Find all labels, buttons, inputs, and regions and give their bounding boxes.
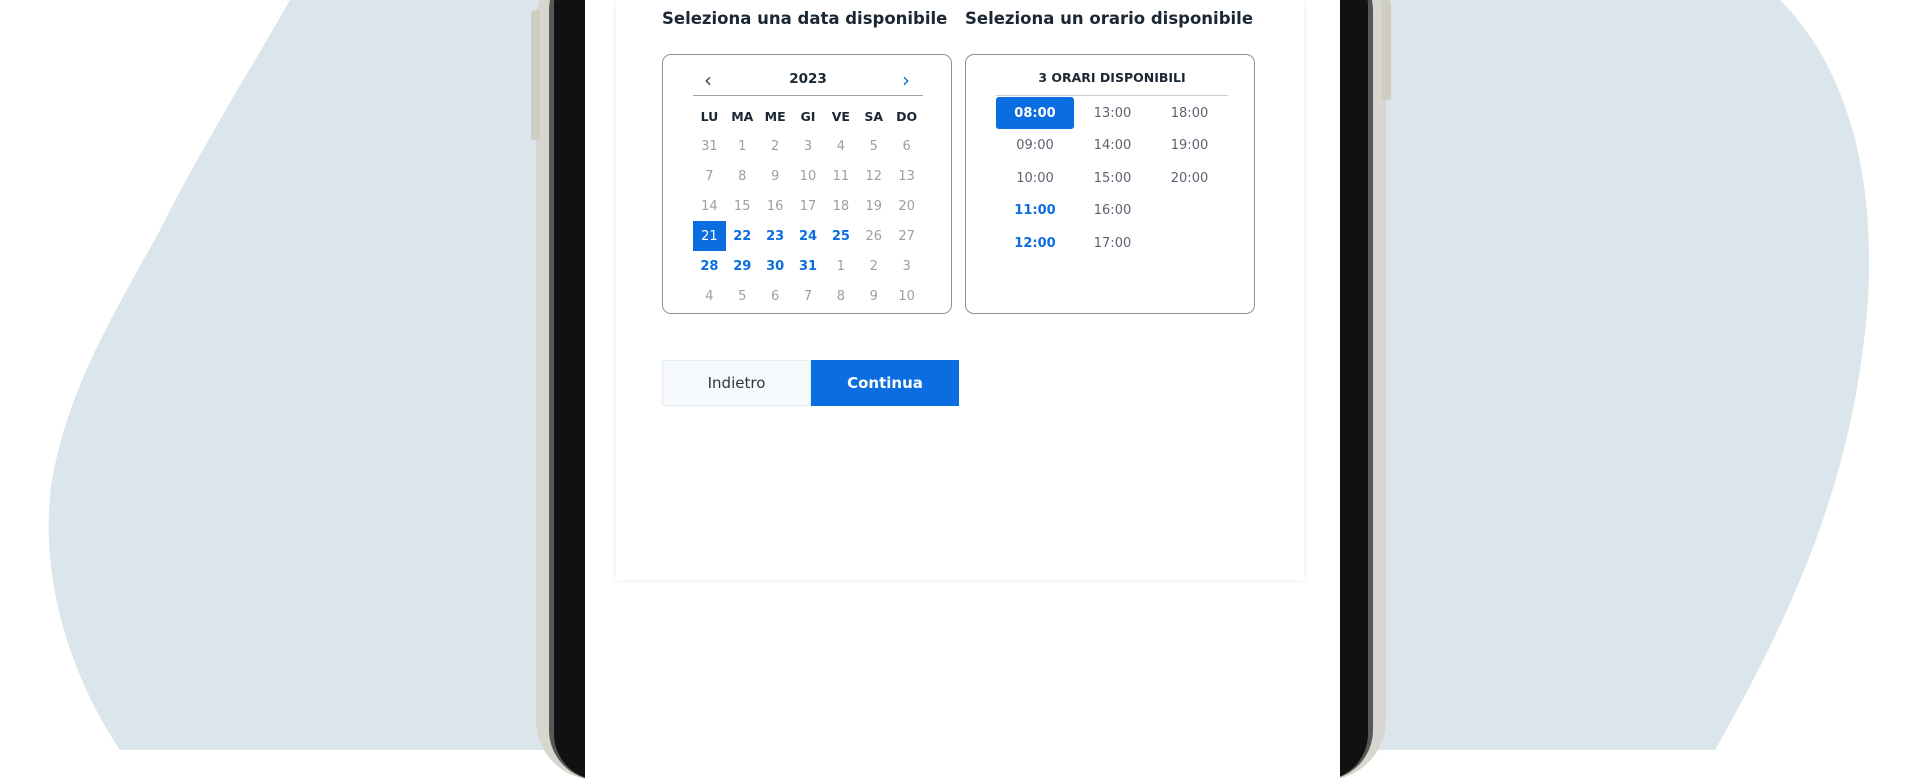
calendar-week-row [693, 191, 923, 221]
calendar-day-available[interactable]: 29 [733, 258, 752, 274]
time-slot: 18:00 [1170, 105, 1209, 121]
time-slot: 14:00 [1093, 138, 1132, 154]
weekday-label: LU [700, 108, 719, 124]
chevron-left-icon[interactable]: ‹ [704, 68, 712, 92]
calendar-week-row [693, 221, 923, 251]
calendar-day: 10 [799, 168, 817, 184]
time-slot: 15:00 [1093, 170, 1132, 186]
calendar-day: 18 [832, 198, 850, 214]
calendar-day-available[interactable]: 24 [798, 228, 818, 244]
time-slot: 13:00 [1093, 105, 1132, 121]
calendar-day: 4 [705, 288, 714, 304]
time-slot-available[interactable]: 11:00 [1014, 203, 1056, 219]
calendar-panel [662, 54, 952, 314]
calendar-day: 7 [705, 168, 714, 184]
time-slot: 09:00 [1016, 138, 1054, 154]
calendar-grid [693, 101, 923, 311]
calendar-day: 11 [832, 168, 850, 184]
calendar-day: 16 [766, 198, 784, 214]
calendar-day: 26 [865, 228, 882, 244]
calendar-day: 15 [734, 198, 751, 214]
calendar-day: 2 [771, 138, 780, 154]
calendar-day: 6 [771, 288, 780, 304]
phone-side-button [531, 10, 540, 140]
calendar-day: 5 [738, 288, 747, 304]
calendar-day: 9 [869, 288, 878, 304]
calendar-day-selected[interactable]: 21 [693, 221, 726, 251]
weekday-label: VE [831, 108, 850, 124]
time-slot-grid [996, 97, 1228, 260]
calendar-day: 9 [771, 168, 780, 184]
time-panel [965, 54, 1255, 314]
calendar-day: 12 [865, 168, 882, 184]
time-slot: 16:00 [1093, 203, 1132, 219]
weekday-label: SA [864, 108, 884, 124]
time-slot-empty [1151, 195, 1228, 228]
calendar-day: 8 [836, 288, 845, 304]
calendar-day: 31 [701, 138, 718, 154]
time-slot-available[interactable]: 12:00 [1014, 235, 1056, 251]
calendar-day: 20 [898, 198, 915, 214]
calendar-day: 1 [738, 138, 747, 154]
calendar-day: 1 [836, 258, 845, 274]
calendar-day-available[interactable]: 25 [831, 228, 850, 244]
weekday-header-row [693, 101, 923, 131]
weekday-label: GI [800, 108, 816, 124]
calendar-day: 3 [902, 258, 911, 274]
time-slot: 10:00 [1016, 170, 1054, 186]
continue-button[interactable]: Continua [811, 360, 959, 406]
calendar-week-row [693, 251, 923, 281]
weekday-label: MA [731, 108, 754, 124]
time-section-title: Seleziona un orario disponibile [965, 9, 1254, 28]
weekday-label: DO [896, 108, 918, 124]
calendar-day: 3 [803, 138, 813, 154]
calendar-day: 13 [898, 168, 915, 184]
time-slot-selected[interactable]: 08:00 [996, 97, 1074, 129]
back-button[interactable]: Indietro [662, 360, 811, 406]
calendar-day: 19 [865, 198, 882, 214]
calendar-week-row [693, 161, 923, 191]
calendar-day-available[interactable]: 22 [733, 228, 752, 244]
calendar-day: 2 [869, 258, 878, 274]
calendar-day: 14 [701, 198, 718, 214]
date-section-title: Seleziona una data disponibile [662, 9, 948, 28]
time-slot: 20:00 [1170, 170, 1209, 186]
calendar-day: 7 [803, 288, 813, 304]
calendar-week-row [693, 131, 923, 161]
available-times-header: 3 ORARI DISPONIBILI [996, 69, 1228, 96]
calendar-day: 5 [869, 138, 878, 154]
calendar-day: 8 [738, 168, 747, 184]
calendar-week-row [693, 281, 923, 311]
chevron-right-icon[interactable]: › [902, 68, 910, 92]
time-slot: 17:00 [1093, 235, 1132, 251]
calendar-day-available[interactable]: 30 [766, 258, 785, 274]
calendar-day: 4 [836, 138, 845, 154]
phone-side-button [1382, 0, 1391, 100]
calendar-day: 10 [898, 288, 915, 304]
calendar-day-available[interactable]: 31 [798, 258, 818, 274]
booking-card [616, 0, 1304, 580]
time-slot-empty [1151, 227, 1228, 260]
calendar-day-available[interactable]: 28 [700, 258, 719, 274]
weekday-label: ME [764, 108, 786, 124]
calendar-day: 6 [902, 138, 911, 154]
calendar-year: 2023 [789, 71, 827, 87]
calendar-header [693, 67, 923, 96]
calendar-day: 27 [898, 228, 915, 244]
calendar-day: 17 [799, 198, 817, 214]
time-slot: 19:00 [1170, 138, 1209, 154]
calendar-day-available[interactable]: 23 [766, 228, 785, 244]
